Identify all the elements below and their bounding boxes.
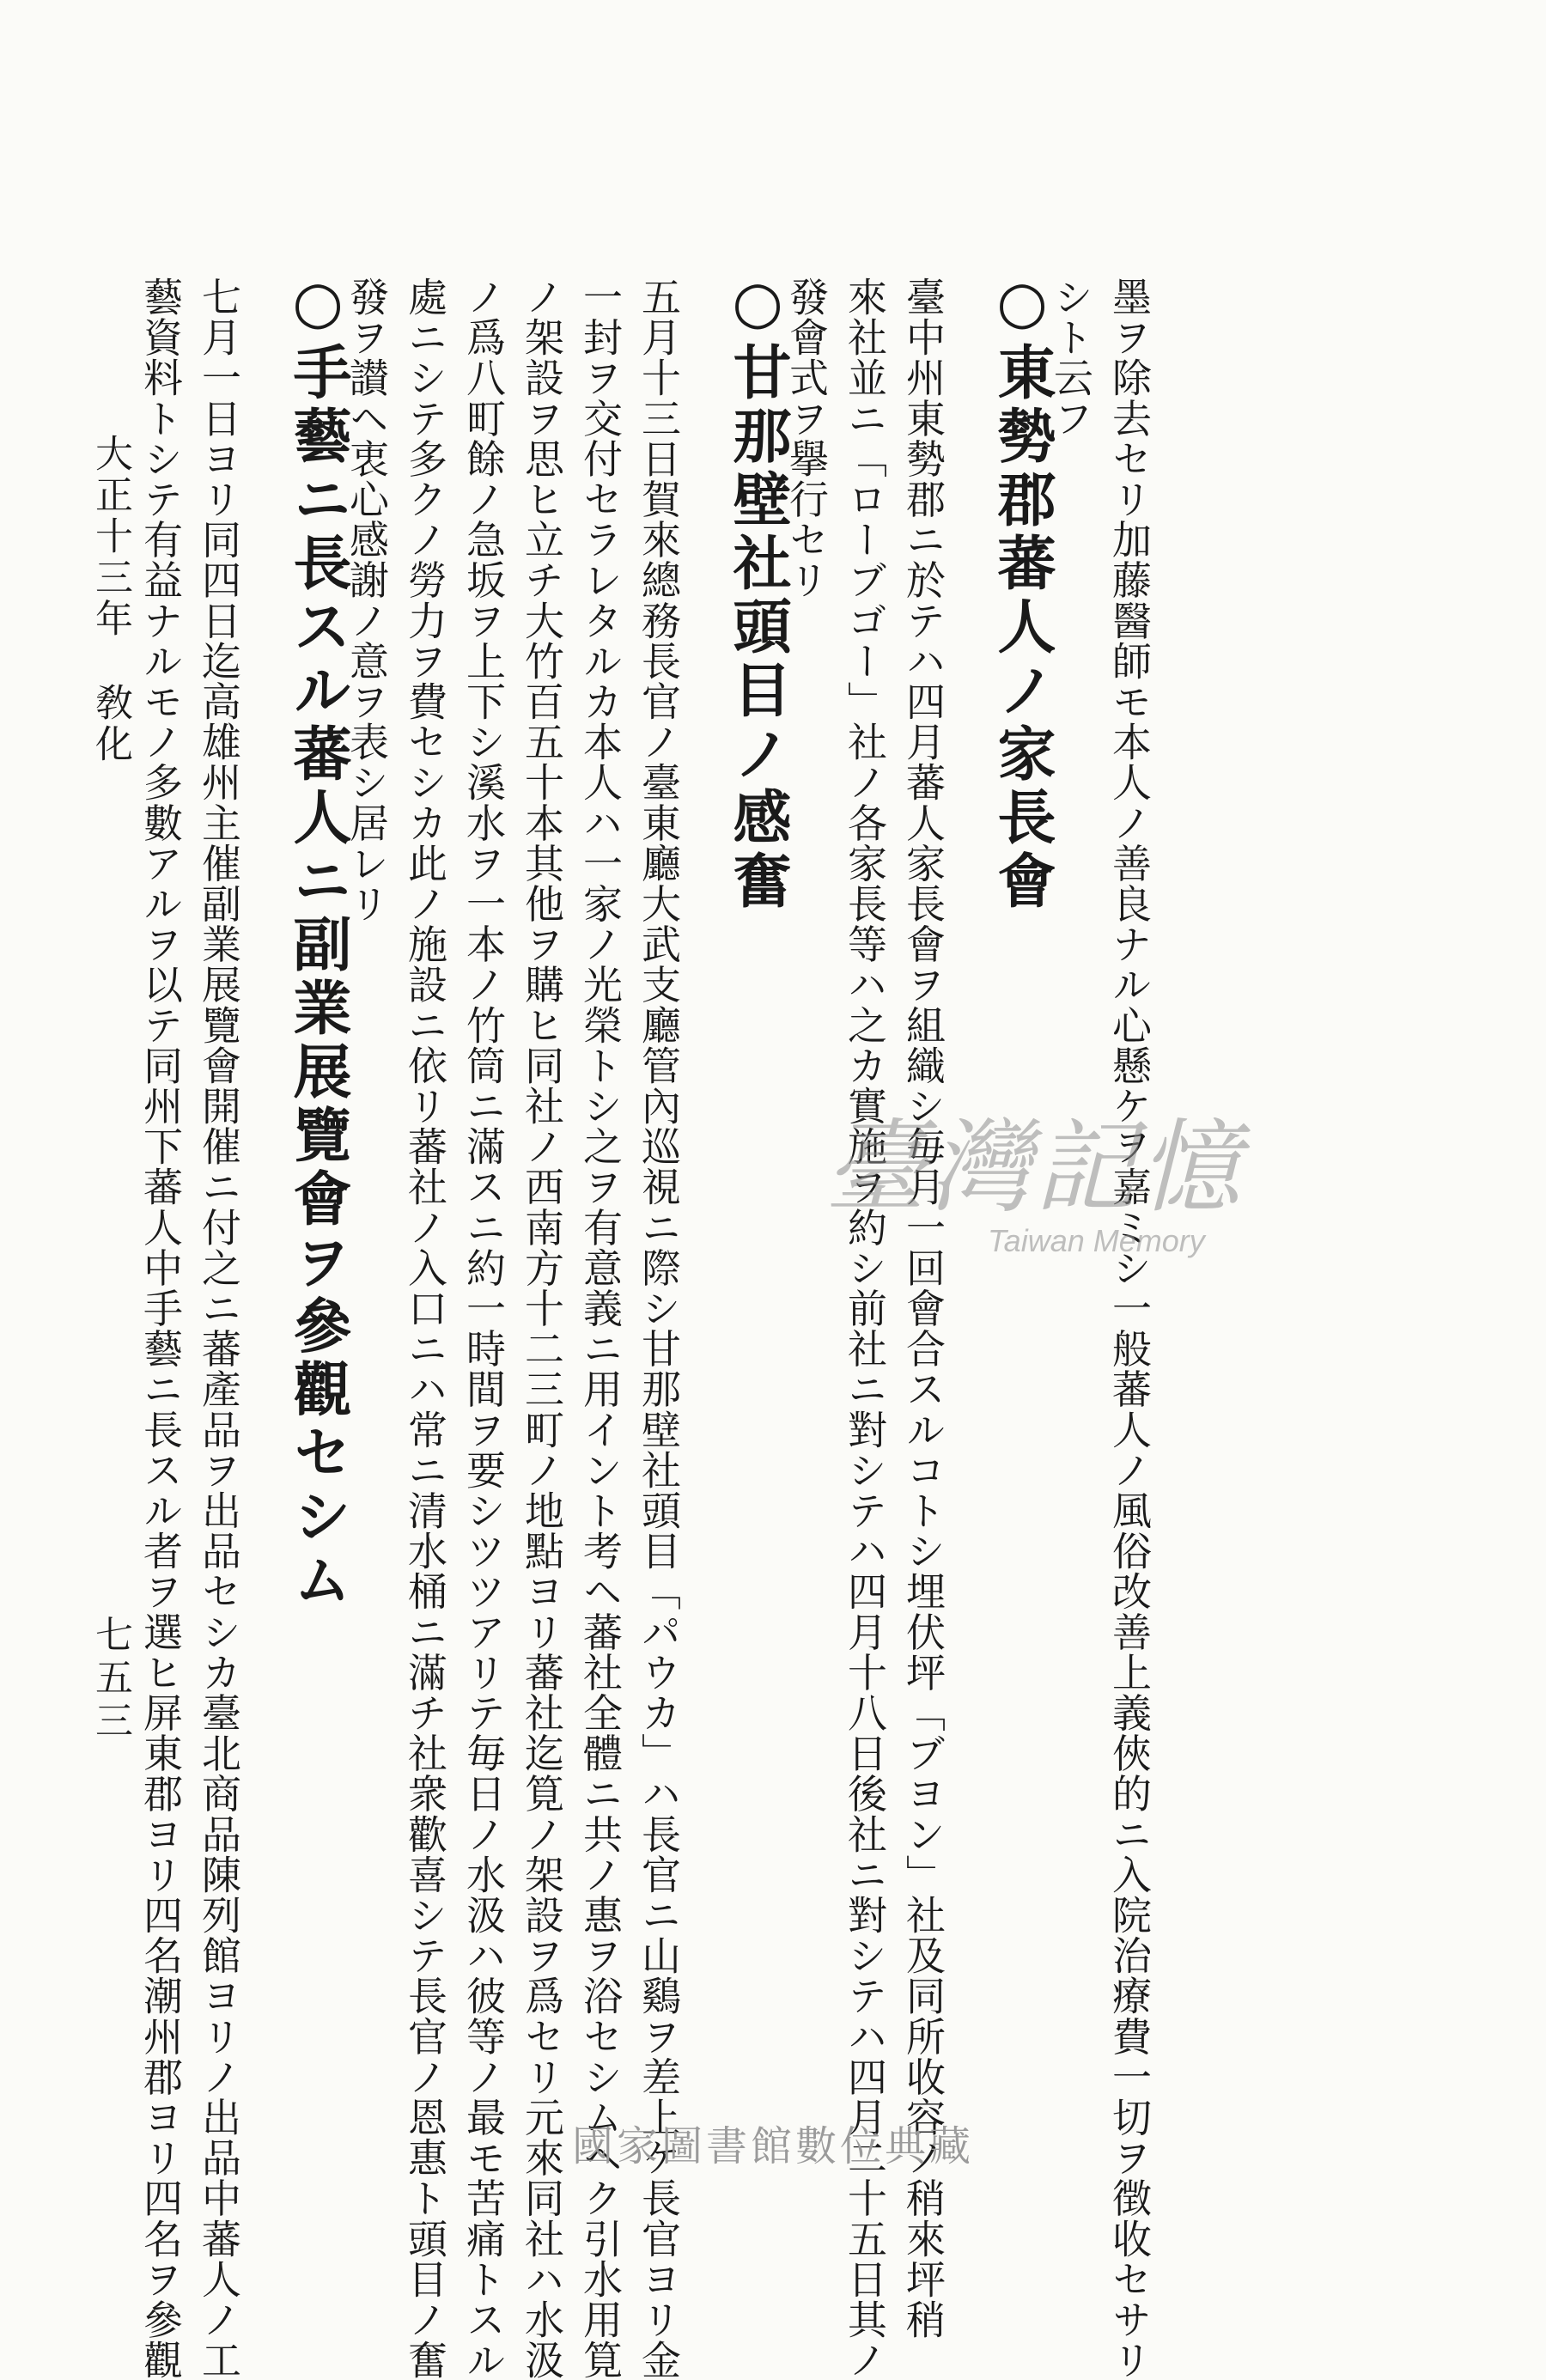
- text-column-4: 臺中州東勢郡ニ於テハ四月蕃人家長會ヲ組織シ毎月一回會合スルコトシ埋伏坪「ブヨン」社及同所收容ノ稍來坪稍: [900, 277, 946, 2340]
- text-column-11: ノ爲八町餘ノ急坂ヲ上下シ溪水ヲ一本ノ竹筒ニ滿スニ約一時間ヲ要シツツアリテ毎日ノ水汲ハ彼等ノ最モ苦痛トスル: [460, 277, 507, 2380]
- library-credit: 國家圖書館數位典藏: [571, 2122, 974, 2170]
- text-column-8: 五月十三日賀來總務長官ノ臺東廳大武支廳管內巡視ニ際シ甘那壁社頭目「パウカ」ハ長官ニ山鷄ヲ差上ケ長官ヨリ金: [636, 277, 682, 2380]
- watermark: [825, 1108, 1271, 1314]
- running-footer: [88, 434, 132, 765]
- text-column-10: ノ架設ヲ思ヒ立チ大竹百五十本其他ヲ購ヒ同社ノ西南方十二三町ノ地點ヨリ蕃社迄筧ノ架設ヲ爲セリ元來同社ハ水汲: [519, 277, 565, 2380]
- text-column-2: シト云フ: [1048, 277, 1094, 439]
- text-column-5: 來社並ニ「ローブゴー」社ノ各家長等ハ之カ實施ヲ約シ前社ニ對シテハ四月十八日後社ニ對シテハ四月二十五日其ノ: [842, 277, 888, 2380]
- footer-era: 大正十三年: [88, 434, 132, 640]
- text-column-1: 墨ヲ除去セリ加藤醫師モ本人ノ善良ナル心懸ケヲ嘉ミシ一般蕃人ノ風俗改善上義俠的ニ入院治療費一切ヲ徴收セサリ: [1106, 277, 1153, 2380]
- text-column-15: 七月一日ヨリ同四日迄高雄州主催副業展覽會開催ニ付之ニ蕃產品ヲ出品セシカ臺北商品陳列館ヨリノ出品中蕃人ノ工: [196, 277, 242, 2380]
- heading-tosei-family-heads: ○東勢郡蕃人ノ家長會: [988, 268, 1056, 914]
- page-number: 七五三: [88, 1615, 132, 1744]
- text-column-16: 藝資料トシテ有益ナルモノ多數アルヲ以テ同州下蕃人中手藝ニ長スル者ヲ選ヒ屏東郡ヨリ四名潮州郡ヨリ四名ヲ參觀: [137, 277, 184, 2380]
- text-column-12: 處ニシテ多クノ勞力ヲ費セシカ此ノ施設ニ依リ蕃社ノ入口ニハ常ニ清水桶ニ滿チ社衆歡喜シテ長官ノ恩惠ト頭目ノ奮: [402, 277, 448, 2380]
- footer-section: 敎化: [88, 683, 132, 765]
- text-column-13: 發ヲ讃ヘ衷心感謝ノ意ヲ表シ居レリ: [344, 277, 390, 924]
- text-column-9: 一封ヲ交付セラレタルカ本人ハ一家ノ光榮トシ之ヲ有意義ニ用イント考ヘ蕃社全體ニ共ノ惠ヲ浴セシムヘク引水用筧: [577, 277, 624, 2380]
- text-column-6: 發會式ヲ擧行セリ: [783, 277, 830, 600]
- heading-kanabiki-chief: ○甘那壁社頭目ノ感奮: [723, 268, 792, 914]
- watermark-chinese: 臺灣記憶: [825, 1108, 1245, 1227]
- heading-handicraft-exhibition: ○手藝ニ長スル蕃人ニ副業展覽會ヲ參觀セシム: [283, 268, 352, 1613]
- watermark-english: Taiwan Memory: [988, 1223, 1205, 1258]
